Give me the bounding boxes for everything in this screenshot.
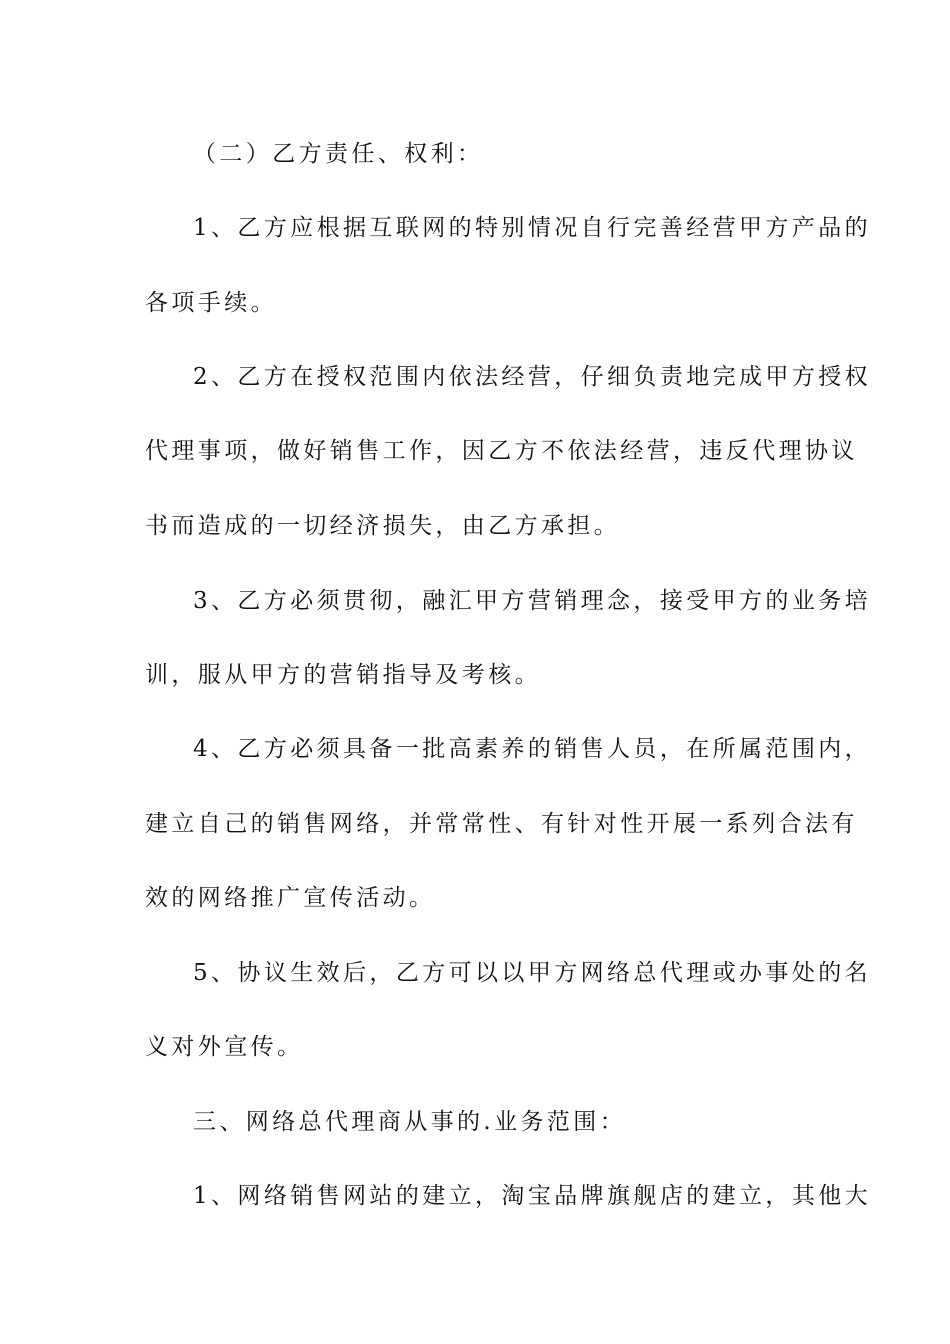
paragraph-line: 训，服从甲方的营销指导及考核。	[145, 662, 541, 688]
paragraph-line: 书而造成的一切经济损失，由乙方承担。	[145, 513, 621, 539]
paragraph-line: 各项手续。	[145, 290, 277, 316]
paragraph-line: 代理事项，做好销售工作，因乙方不依法经营，违反代理协议	[145, 438, 858, 464]
paragraph-line: 1、乙方应根据互联网的特别情况自行完善经营甲方产品的	[193, 215, 872, 241]
paragraph-line: 4、乙方必须具备一批高素养的销售人员，在所属范围内，	[193, 736, 872, 762]
paragraph-line: 义对外宣传。	[145, 1034, 304, 1060]
section-heading-party-b: （二）乙方责任、权利：	[193, 141, 484, 167]
paragraph-line: 1、网络销售网站的建立，淘宝品牌旗舰店的建立，其他大	[193, 1183, 872, 1209]
paragraph-line: 建立自己的销售网络，并常常性、有针对性开展一系列合法有	[145, 811, 858, 837]
section-heading-business-scope: 三、网络总代理商从事的.业务范围：	[193, 1109, 627, 1135]
paragraph-line: 2、乙方在授权范围内依法经营，仔细负责地完成甲方授权	[193, 364, 872, 390]
paragraph-line: 5、协议生效后，乙方可以以甲方网络总代理或办事处的名	[193, 960, 872, 986]
paragraph-line: 3、乙方必须贯彻，融汇甲方营销理念，接受甲方的业务培	[193, 588, 872, 614]
paragraph-line: 效的网络推广宣传活动。	[145, 885, 436, 911]
